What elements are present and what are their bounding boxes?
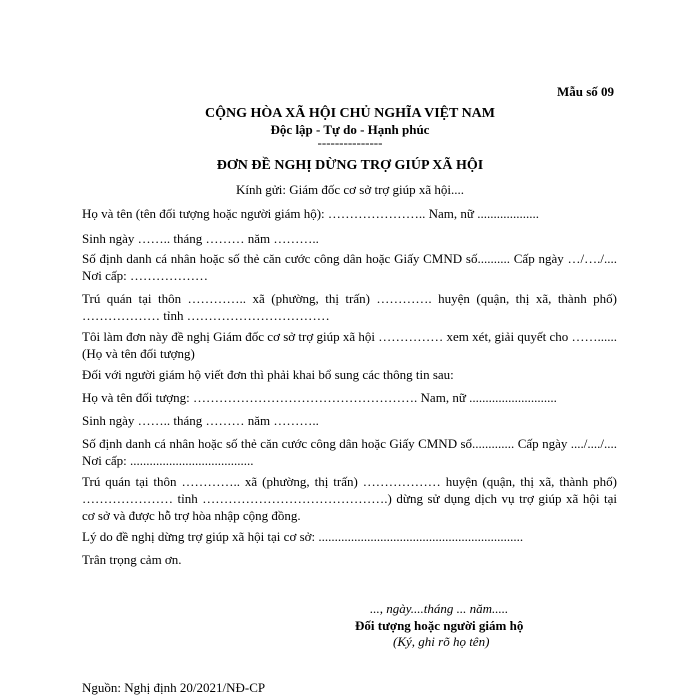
signature-role: Đối tượng hoặc người giám hộ xyxy=(355,618,524,633)
header-divider: --------------- xyxy=(317,135,383,150)
signature-date: ..., ngày....tháng ... năm..... xyxy=(370,601,509,616)
recipient: Kính gửi: Giám đốc cơ sở trợ giúp xã hội.... xyxy=(235,182,465,197)
beneficiary-birthdate-line: Sinh ngày …….. tháng ……… năm ……….. xyxy=(82,413,319,428)
applicant-id-line: Số định danh cá nhân hoặc số thẻ căn cước công dân hoặc Giấy CMND số.......... Cấp ngày …/…./.... Nơi cấp: ……………… xyxy=(82,251,617,283)
document-title: ĐƠN ĐỀ NGHỊ DỪNG TRỢ GIÚP XÃ HỘI xyxy=(216,158,484,173)
form-number: Mẫu số 09 xyxy=(557,84,615,99)
beneficiary-id-line: Số định danh cá nhân hoặc số thẻ căn cước công dân hoặc Giấy CMND số............. Cấp ngày ..../..../.... Nơi cấp: ...................................... xyxy=(82,436,617,468)
reason-line: Lý do đề nghị dừng trợ giúp xã hội tại cơ sở: ............................................................... xyxy=(82,529,524,544)
request-statement: Tôi làm đơn này đề nghị Giám đốc cơ sở trợ giúp xã hội …………… xem xét, giải quyết cho ……...... (Họ và tên đối tượng) xyxy=(82,329,617,361)
beneficiary-residence-line: Trú quán tại thôn ………….. xã (phường, thị trấn) ……………… huyện (quận, thị xã, thành phố) ………………… tỉnh …………………………………….) dừng sử dụng dịch vụ trợ giúp xã hội tại cơ sở và được hỗ trợ hòa nhập cộng đồng. xyxy=(82,474,617,523)
country-name: CỘNG HÒA XÃ HỘI CHỦ NGHĨA VIỆT NAM xyxy=(204,106,495,121)
applicant-residence-line: Trú quán tại thôn ………….. xã (phường, thị trấn) …………. huyện (quận, thị xã, thành phố) ……………… tỉnh …………………………… xyxy=(82,291,617,323)
thanks-line: Trân trọng cảm ơn. xyxy=(82,552,182,567)
source-note: Nguồn: Nghị định 20/2021/NĐ-CP xyxy=(82,680,266,695)
beneficiary-name-line: Họ và tên đối tượng: ……………………………………………. Nam, nữ ........................... xyxy=(82,390,557,405)
applicant-name-line: Họ và tên (tên đối tượng hoặc người giám hộ): ………………….. Nam, nữ ................... xyxy=(82,206,539,221)
signature-instruction: (Ký, ghi rõ họ tên) xyxy=(393,634,490,649)
applicant-birthdate-line: Sinh ngày …….. tháng ……… năm ……….. xyxy=(82,231,319,246)
national-motto: Độc lập - Tự do - Hạnh phúc xyxy=(270,122,430,137)
guardian-note: Đối với người giám hộ viết đơn thì phải khai bổ sung các thông tin sau: xyxy=(82,367,454,382)
